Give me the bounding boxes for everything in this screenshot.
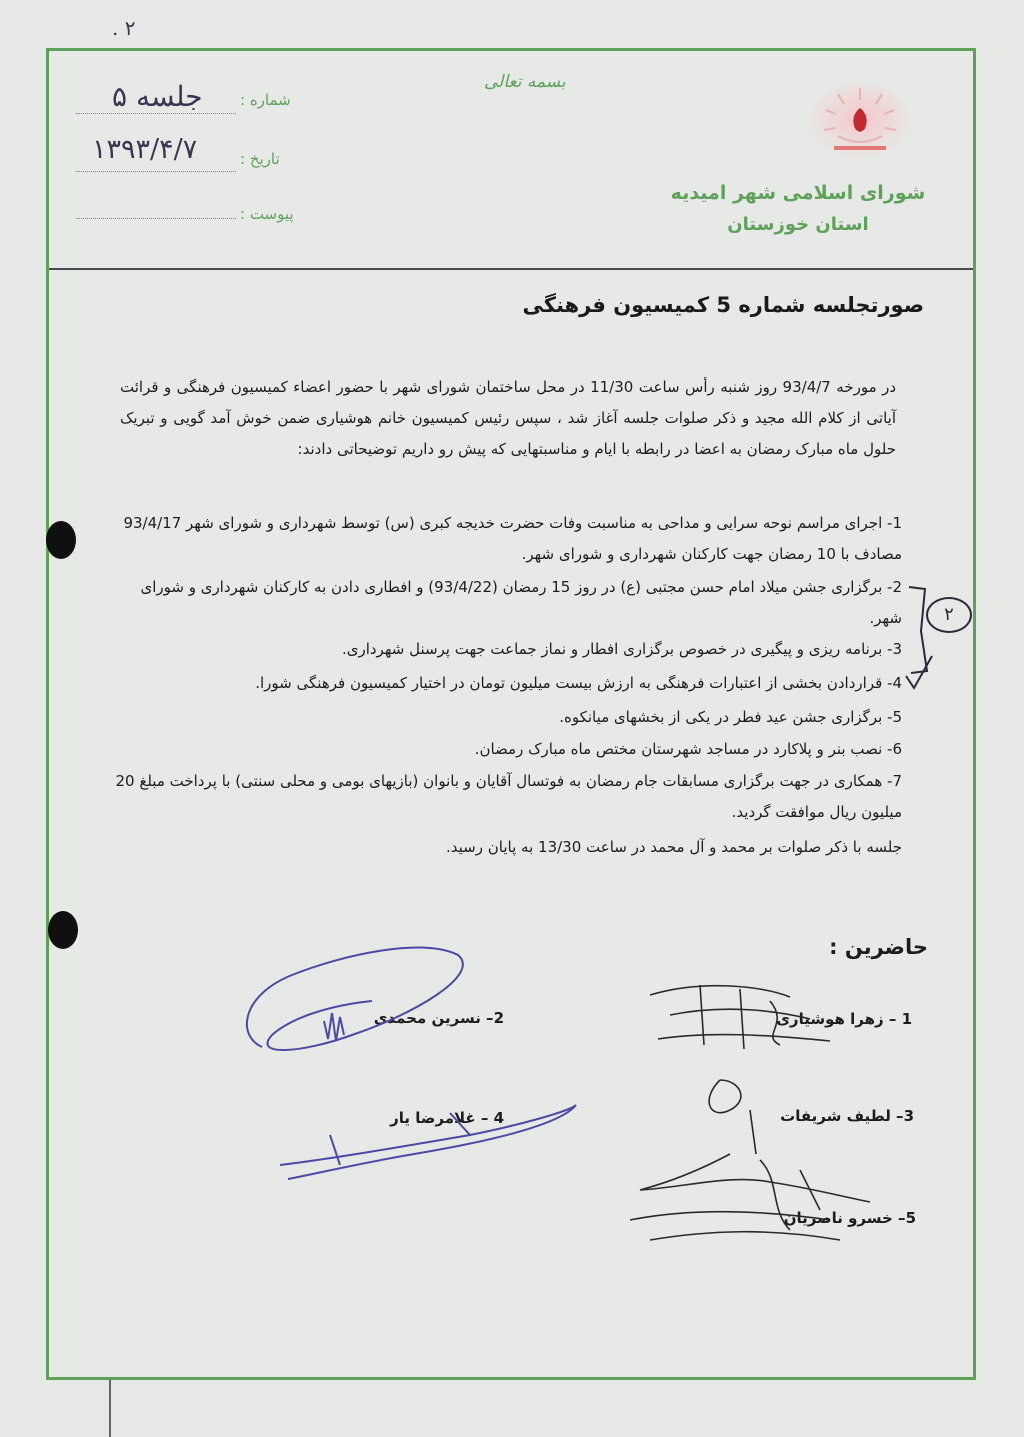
agenda-item: 7- همکاری در جهت برگزاری مسابقات جام رمضان به فوتسال آقایان و بانوان (بازیهای بومی و محلی سنتی) با پرداخت مبلغ 20 میلیون ریال موافقت گردید. [115,772,902,821]
agenda-item: 5- برگزاری جشن عید فطر در یکی از بخشهای میانکوه. [559,708,902,726]
intro-paragraph [120,372,896,465]
basmala-heading: بسمه تعالی [484,72,566,92]
attendees-title: حاضرین : [829,935,928,959]
number-value: جلسه ۵ [112,80,203,113]
handwritten-checkmark [902,652,936,694]
punch-hole [48,911,78,949]
date-value: ۱۳۹۳/۴/۷ [92,134,198,165]
attachment-label: پیوست : [240,205,294,223]
agenda-item: 3- برنامه ریزی و پیگیری در خصوص برگزاری افطار و نماز جماعت جهت پرسنل شهرداری. [341,640,902,658]
attendee-name: 3– لطیف شریفات [780,1107,914,1125]
attendee-name: 4 – غلامرضا یار [390,1109,504,1127]
signature-nasrin-mohammadi [232,935,502,1065]
date-label: تاریخ : [240,150,280,168]
date-line [76,170,236,172]
attachment-line [76,217,236,219]
attendee-name: 5– خسرو ناصریان [783,1209,916,1227]
attendee-name: 2– نسرین محمدی [373,1009,504,1027]
signature-gholamreza-yar [270,1095,590,1185]
agenda-item: 2- برگزاری جشن میلاد امام حسن مجتبی (ع) در روز 15 رمضان (93/4/22) و افطاری دادن به کارکنان شهرداری و شورای شهر. [140,578,902,627]
agenda-item: 6- نصب بنر و پلاکارد در مساجد شهرستان مختص ماه مبارک رمضان. [474,740,902,758]
council-name: شورای اسلامی شهر امیدیه [670,182,926,204]
handwritten-circled-number: ۲ [926,597,972,633]
intro-text: در مورخه 93/4/7 روز شنبه رأس ساعت 11/30 در محل ساختمان شورای شهر با حضور اعضاء کمیسیون فرهنگی و قرائت آیاتی از کلام الله مجید و ذکر صلوات جلسه آغاز شد ، سپس رئیس کمیسیون خانم هوشیاری ضمن خوش آمد گویی و تبریک حلول ماه مبارک رمضان به اعضا در رابطه با ایام و مناسبتهایی که پیش رو داریم توضیحاتی دادند: [120,378,897,458]
closing-sentence: جلسه با ذکر صلوات بر محمد و آل محمد در ساعت 13/30 به پایان رسید. [446,838,902,856]
council-heading [648,182,948,235]
paper-edge-mark [100,1380,120,1437]
signature-zahra-hooshyari [640,975,840,1055]
signature-latif-and-khosrow [610,1070,880,1260]
province-name: استان خوزستان [727,214,869,235]
agenda-item: 4- قراردادن بخشی از اعتبارات فرهنگی به ارزش بیست میلیون تومان در اختیار کمیسیون فرهنگی شورا. [255,674,902,692]
document-title: صورتجلسه شماره 5 کمیسیون فرهنگی [522,293,924,317]
punch-hole [46,521,76,559]
corner-handwritten-mark: ۲ . [112,16,136,40]
iran-emblem-logo [808,80,912,168]
attendee-name: 1 – زهرا هوشیاری [776,1010,912,1028]
agenda-item: 1- اجرای مراسم نوحه سرایی و مداحی به مناسبت وفات حضرت خدیجه کبری (س) توسط شهرداری و شورای شهر 93/4/17 مصادف با 10 رمضان جهت کارکنان شهرداری و شورای شهر. [123,514,902,563]
number-label: شماره : [240,91,291,109]
header-divider [49,268,973,270]
